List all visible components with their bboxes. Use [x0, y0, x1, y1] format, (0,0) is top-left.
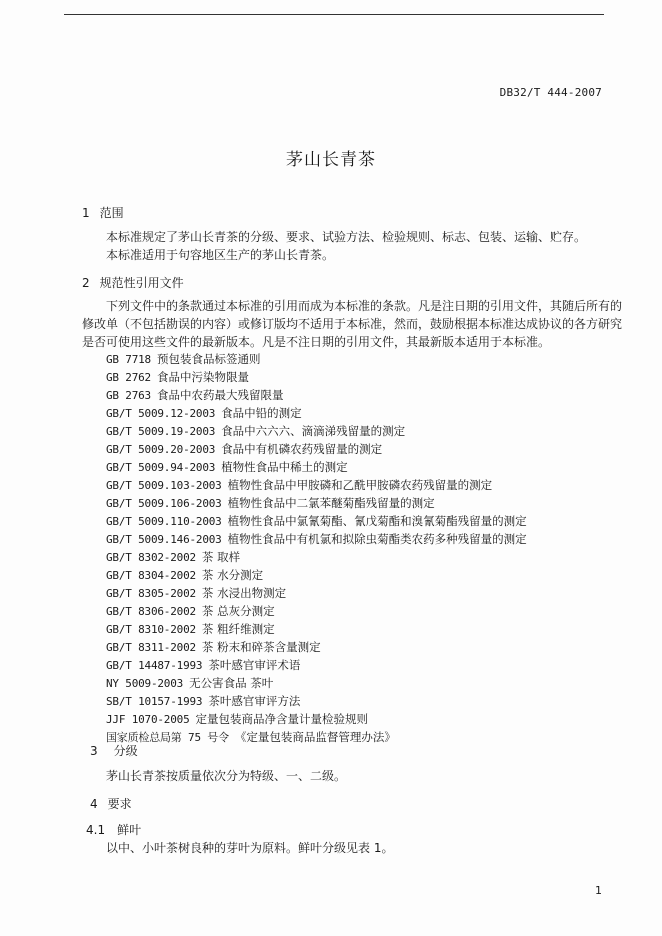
reference-code: GB/T 8311-2002	[106, 641, 196, 654]
subsection-title: 鲜叶	[117, 823, 142, 837]
reference-item	[106, 657, 300, 673]
paragraph-line: 是否可使用这些文件的最新版本。凡是不注日期的引用文件，其最新版本适用于本标准。	[82, 335, 551, 349]
reference-title: 茶 粉末和碎茶含量测定	[201, 640, 321, 654]
reference-title: 食品中污染物限量	[156, 370, 249, 384]
reference-item	[106, 621, 275, 637]
reference-item	[106, 513, 527, 529]
paragraph: 本标准规定了茅山长青茶的分级、要求、试验方法、检验规则、标志、包装、运输、贮存。	[106, 230, 587, 244]
section-number: 3	[90, 744, 98, 758]
reference-title: 茶 水浸出物测定	[201, 586, 287, 600]
paragraph: 本标准适用于句容地区生产的茅山长青茶。	[106, 248, 335, 262]
section-number: 2	[82, 276, 90, 290]
reference-code: GB/T 5009.94-2003	[106, 461, 216, 474]
reference-title: 茶 粗纤维测定	[201, 622, 275, 636]
reference-item	[106, 567, 263, 583]
reference-code: JJF 1070-2005	[106, 713, 190, 726]
reference-title: 茶 水分测定	[201, 568, 264, 582]
section-title: 范围	[99, 206, 124, 220]
reference-code: GB/T 5009.146-2003	[106, 533, 222, 546]
reference-title: 食品中有机磷农药残留量的测定	[221, 442, 383, 456]
reference-title: 植物性食品中有机氯和拟除虫菊酯类农药多种残留量的测定	[227, 532, 527, 546]
page-number: 1	[595, 884, 602, 897]
reference-item	[106, 585, 286, 601]
reference-title: 茶叶感官审评方法	[208, 694, 301, 708]
reference-item	[106, 423, 405, 439]
reference-item	[106, 441, 382, 457]
reference-item	[106, 405, 302, 421]
reference-title: 无公害食品 茶叶	[189, 676, 274, 690]
reference-code: GB 7718	[106, 353, 151, 366]
reference-title: 茶 取样	[201, 550, 241, 564]
section-title: 规范性引用文件	[99, 276, 184, 290]
reference-title: 定量包装商品净含量计量检验规则	[195, 712, 368, 726]
section-title: 要求	[107, 797, 132, 811]
reference-item	[106, 495, 435, 511]
reference-code: GB/T 5009.20-2003	[106, 443, 216, 456]
reference-title: 植物性食品中甲胺磷和乙酰甲胺磷农药残留量的测定	[227, 478, 493, 492]
paragraph: 茅山长青茶按质量依次分为特级、一、二级。	[106, 769, 347, 783]
reference-code: GB/T 8305-2002	[106, 587, 196, 600]
reference-item	[106, 477, 492, 493]
header-rule	[64, 14, 604, 15]
reference-title: 食品中铅的测定	[221, 406, 302, 420]
reference-code: GB 2763	[106, 389, 151, 402]
reference-title: 茶 总灰分测定	[201, 604, 275, 618]
subsection-4-1-heading	[86, 821, 141, 838]
section-4-heading	[90, 795, 132, 812]
reference-code: GB/T 5009.106-2003	[106, 497, 222, 510]
reference-code: GB/T 5009.103-2003	[106, 479, 222, 492]
subsection-number: 4.1	[86, 823, 106, 837]
paragraph-line: 下列文件中的条款通过本标准的引用而成为本标准的条款。凡是注日期的引用文件，其随后所有的	[106, 299, 623, 313]
reference-title: 茶叶感官审评术语	[208, 658, 301, 672]
section-3-heading	[90, 742, 138, 759]
section-1-heading	[82, 204, 124, 221]
reference-code: 国家质检总局第 75 号令	[106, 731, 229, 744]
reference-code: GB/T 8310-2002	[106, 623, 196, 636]
document-title: 茅山长青茶	[286, 150, 376, 170]
reference-item	[106, 639, 321, 655]
reference-title: 《定量包装商品监督管理办法》	[234, 730, 396, 744]
reference-code: NY 5009-2003	[106, 677, 184, 690]
section-number: 1	[82, 206, 90, 220]
reference-item	[106, 675, 273, 691]
section-2-heading	[82, 274, 184, 291]
reference-item	[106, 693, 300, 709]
reference-title: 预包装食品标签通则	[156, 352, 261, 366]
reference-code: GB/T 8302-2002	[106, 551, 196, 564]
section-number: 4	[90, 797, 98, 811]
reference-code: SB/T 10157-1993	[106, 695, 203, 708]
reference-code: GB/T 14487-1993	[106, 659, 203, 672]
reference-title: 食品中农药最大残留限量	[156, 388, 284, 402]
reference-item	[106, 711, 368, 727]
reference-item	[106, 387, 283, 403]
reference-item	[106, 369, 249, 385]
reference-item	[106, 549, 240, 565]
reference-code: GB/T 8304-2002	[106, 569, 196, 582]
reference-code: GB/T 5009.19-2003	[106, 425, 216, 438]
paragraph: 以中、小叶茶树良种的芽叶为原料。鲜叶分级见表 1。	[106, 841, 394, 855]
reference-item	[106, 531, 527, 547]
reference-title: 食品中六六六、滴滴涕残留量的测定	[221, 424, 406, 438]
reference-item	[106, 459, 348, 475]
reference-title: 植物性食品中氯氰菊酯、氰戊菊酯和溴氰菊酯残留量的测定	[227, 514, 527, 528]
paragraph-line: 修改单（不包括勘误的内容）或修订版均不适用于本标准，然而，鼓励根据本标准达成协议的各方研究	[82, 317, 623, 331]
reference-item	[106, 351, 260, 367]
reference-item	[106, 603, 275, 619]
reference-code: GB/T 5009.12-2003	[106, 407, 216, 420]
reference-code: GB/T 5009.110-2003	[106, 515, 222, 528]
reference-item	[106, 729, 396, 745]
reference-title: 植物性食品中二氯苯醚菊酯残留量的测定	[227, 496, 435, 510]
standard-code: DB32/T 444-2007	[499, 86, 602, 99]
reference-title: 植物性食品中稀土的测定	[221, 460, 348, 474]
section-title: 分级	[113, 744, 138, 758]
reference-code: GB 2762	[106, 371, 151, 384]
reference-code: GB/T 8306-2002	[106, 605, 196, 618]
